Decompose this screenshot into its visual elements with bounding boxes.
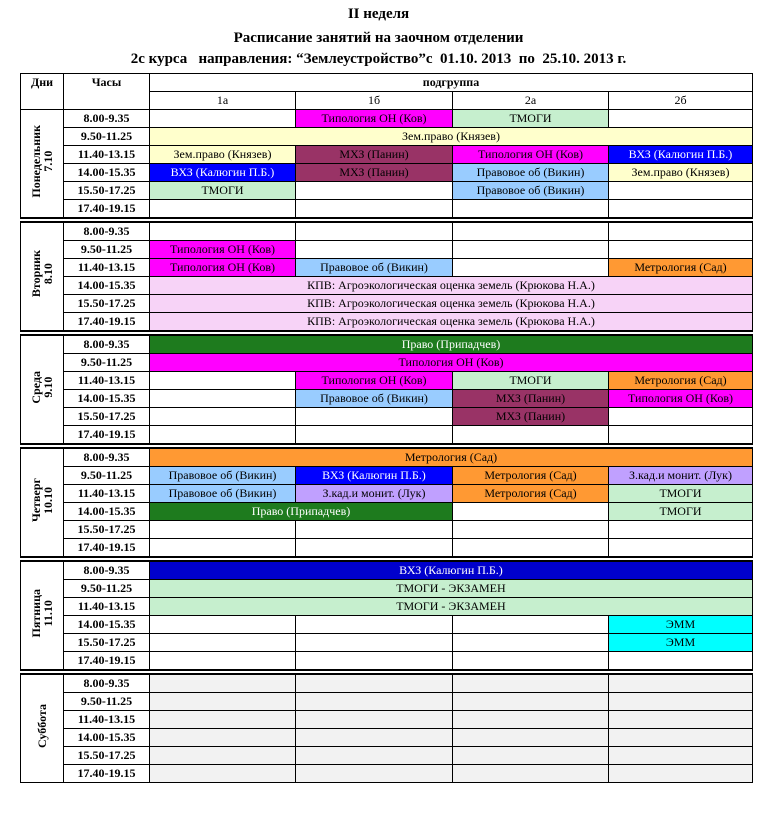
class-cell: Метрология (Сад) [609,259,753,277]
empty-cell [150,747,296,765]
group-header-1b: 1б [296,92,453,110]
empty-cell [150,634,296,652]
empty-cell [150,390,296,408]
header-row [21,74,753,92]
empty-cell [150,729,296,747]
empty-cell [609,521,753,539]
empty-cell [609,110,753,128]
time-cell: 9.50-11.25 [64,693,150,711]
hours-header: Часы [64,74,150,110]
empty-cell [296,200,453,219]
table-row [21,313,753,332]
class-cell: МХЗ (Панин) [453,408,609,426]
empty-cell [150,426,296,445]
empty-cell [296,222,453,241]
empty-cell [296,729,453,747]
day-label: Пятница 11.10 [29,588,55,638]
table-row [21,146,753,164]
empty-cell [296,408,453,426]
empty-cell [150,372,296,390]
schedule-title: Расписание занятий на заочном отделении [233,30,524,46]
time-cell: 11.40-13.15 [64,146,150,164]
time-cell: 14.00-15.35 [64,390,150,408]
empty-cell [453,200,609,219]
class-cell: Правовое об (Викин) [150,485,296,503]
time-cell: 8.00-9.35 [64,110,150,128]
class-cell: МХЗ (Панин) [296,164,453,182]
day-label: Понедельник 7.10 [29,124,55,198]
table-row [21,616,753,634]
empty-cell [150,616,296,634]
class-cell: Типология ОН (Ков) [150,241,296,259]
class-cell: Метрология (Сад) [609,372,753,390]
empty-cell [296,711,453,729]
class-cell: ЭММ [609,616,753,634]
time-cell: 8.00-9.35 [64,674,150,693]
empty-cell [150,110,296,128]
time-cell: 11.40-13.15 [64,372,150,390]
week-title: II неделя [347,6,410,22]
empty-cell [609,426,753,445]
table-row [21,222,753,241]
class-cell: Зем.право (Князев) [150,146,296,164]
empty-cell [453,426,609,445]
class-cell: Типология ОН (Ков) [296,110,453,128]
empty-cell [150,674,296,693]
day-cell [21,674,64,783]
class-cell: ТМОГИ [609,485,753,503]
class-cell: Метрология (Сад) [453,467,609,485]
empty-cell [609,652,753,671]
class-cell: ТМОГИ - ЭКЗАМЕН [150,580,753,598]
empty-cell [453,222,609,241]
empty-cell [609,200,753,219]
empty-cell [296,616,453,634]
empty-cell [453,521,609,539]
day-label: Вторник 8.10 [29,250,55,298]
empty-cell [453,616,609,634]
table-row [21,580,753,598]
table-row [21,390,753,408]
table-row [21,765,753,783]
course-direction-title: 2с курса направления: “Землеустройство”с 01.10. 2013 по 25.10. 2013 г. [130,51,627,67]
class-cell: Право (Припадчев) [150,503,453,521]
empty-cell [609,222,753,241]
table-row [21,128,753,146]
table-row [21,200,753,219]
class-cell: Право (Припадчев) [150,335,753,354]
class-cell: Типология ОН (Ков) [453,146,609,164]
class-cell: ВХЗ (Калюгин П.Б.) [150,164,296,182]
time-cell: 15.50-17.25 [64,634,150,652]
time-cell: 17.40-19.15 [64,200,150,219]
empty-cell [296,634,453,652]
day-label: Среда 9.10 [29,370,55,404]
class-cell: ВХЗ (Калюгин П.Б.) [296,467,453,485]
table-row [21,182,753,200]
empty-cell [296,652,453,671]
empty-cell [609,241,753,259]
schedule-body [21,74,753,783]
empty-cell [453,765,609,783]
table-row [21,521,753,539]
empty-cell [150,222,296,241]
table-row [21,277,753,295]
class-cell: Метрология (Сад) [453,485,609,503]
class-cell: ТМОГИ [150,182,296,200]
schedule-table [20,73,753,783]
time-cell: 14.00-15.35 [64,616,150,634]
empty-cell [453,634,609,652]
class-cell: КПВ: Агроэкологическая оценка земель (Крюкова Н.А.) [150,277,753,295]
table-row [21,448,753,467]
class-cell: ВХЗ (Калюгин П.Б.) [150,561,753,580]
class-cell: Зем.право (Князев) [150,128,753,146]
class-cell: Правовое об (Викин) [296,259,453,277]
empty-cell [150,200,296,219]
empty-cell [453,729,609,747]
time-cell: 15.50-17.25 [64,182,150,200]
empty-cell [150,652,296,671]
time-cell: 15.50-17.25 [64,408,150,426]
empty-cell [453,711,609,729]
table-row [21,164,753,182]
table-row [21,295,753,313]
table-row [21,747,753,765]
day-cell [21,448,64,557]
empty-cell [453,259,609,277]
day-label: Четверг 10.10 [29,478,55,522]
class-cell: Зем.право (Князев) [609,164,753,182]
table-row [21,729,753,747]
empty-cell [609,539,753,558]
empty-cell [453,693,609,711]
time-cell: 17.40-19.15 [64,765,150,783]
day-cell [21,561,64,670]
empty-cell [296,765,453,783]
time-cell: 9.50-11.25 [64,354,150,372]
table-row [21,485,753,503]
empty-cell [609,711,753,729]
time-cell: 8.00-9.35 [64,335,150,354]
time-cell: 9.50-11.25 [64,128,150,146]
empty-cell [150,521,296,539]
empty-cell [453,747,609,765]
time-cell: 17.40-19.15 [64,652,150,671]
day-cell [21,335,64,444]
time-cell: 17.40-19.15 [64,313,150,332]
time-cell: 11.40-13.15 [64,259,150,277]
day-cell [21,222,64,331]
empty-cell [296,693,453,711]
day-cell [21,110,64,219]
class-cell: КПВ: Агроэкологическая оценка земель (Крюкова Н.А.) [150,313,753,332]
group-header-2b: 2б [609,92,753,110]
time-cell: 8.00-9.35 [64,222,150,241]
table-row [21,598,753,616]
empty-cell [150,408,296,426]
empty-cell [296,182,453,200]
empty-cell [296,674,453,693]
empty-cell [296,426,453,445]
time-cell: 14.00-15.35 [64,729,150,747]
time-cell: 11.40-13.15 [64,598,150,616]
empty-cell [609,765,753,783]
group-header-2a: 2а [453,92,609,110]
time-cell: 14.00-15.35 [64,277,150,295]
table-row [21,335,753,354]
table-row [21,652,753,671]
class-cell: ТМОГИ [609,503,753,521]
group-header-1a: 1а [150,92,296,110]
time-cell: 17.40-19.15 [64,426,150,445]
time-cell: 14.00-15.35 [64,164,150,182]
class-cell: МХЗ (Панин) [296,146,453,164]
time-cell: 8.00-9.35 [64,448,150,467]
empty-cell [453,503,609,521]
empty-cell [150,765,296,783]
class-cell: З.кад.и монит. (Лук) [296,485,453,503]
class-cell: Правовое об (Викин) [453,182,609,200]
empty-cell [296,241,453,259]
days-header: Дни [21,74,64,110]
class-cell: Типология ОН (Ков) [150,354,753,372]
time-cell: 11.40-13.15 [64,485,150,503]
class-cell: ТМОГИ [453,372,609,390]
empty-cell [453,539,609,558]
empty-cell [609,747,753,765]
table-row [21,467,753,485]
empty-cell [609,182,753,200]
class-cell: КПВ: Агроэкологическая оценка земель (Крюкова Н.А.) [150,295,753,313]
time-cell: 11.40-13.15 [64,711,150,729]
time-cell: 15.50-17.25 [64,521,150,539]
empty-cell [609,729,753,747]
class-cell: Типология ОН (Ков) [296,372,453,390]
subgroup-header: подгруппа [150,74,753,92]
empty-cell [453,674,609,693]
time-cell: 9.50-11.25 [64,241,150,259]
empty-cell [609,674,753,693]
time-cell: 14.00-15.35 [64,503,150,521]
table-row [21,241,753,259]
table-row [21,634,753,652]
time-cell: 8.00-9.35 [64,561,150,580]
empty-cell [296,747,453,765]
table-row [21,408,753,426]
class-cell: МХЗ (Панин) [453,390,609,408]
empty-cell [609,408,753,426]
table-row [21,674,753,693]
time-cell: 15.50-17.25 [64,747,150,765]
class-cell: З.кад.и монит. (Лук) [609,467,753,485]
empty-cell [296,521,453,539]
time-cell: 9.50-11.25 [64,580,150,598]
table-row [21,503,753,521]
class-cell: Типология ОН (Ков) [609,390,753,408]
empty-cell [150,693,296,711]
empty-cell [609,693,753,711]
class-cell: Правовое об (Викин) [150,467,296,485]
day-label: Суббота [35,704,49,748]
table-row [21,693,753,711]
class-cell: Правовое об (Викин) [296,390,453,408]
class-cell: ЭММ [609,634,753,652]
class-cell: ТМОГИ [453,110,609,128]
empty-cell [150,539,296,558]
table-row [21,426,753,445]
table-row [21,354,753,372]
class-cell: ТМОГИ - ЭКЗАМЕН [150,598,753,616]
table-row [21,110,753,128]
table-row [21,372,753,390]
class-cell: Типология ОН (Ков) [150,259,296,277]
time-cell: 17.40-19.15 [64,539,150,558]
table-row [21,561,753,580]
class-cell: Правовое об (Викин) [453,164,609,182]
class-cell: ВХЗ (Калюгин П.Б.) [609,146,753,164]
class-cell: Метрология (Сад) [150,448,753,467]
empty-cell [453,652,609,671]
table-row [21,259,753,277]
time-cell: 15.50-17.25 [64,295,150,313]
empty-cell [150,711,296,729]
time-cell: 9.50-11.25 [64,467,150,485]
table-row [21,539,753,558]
empty-cell [453,241,609,259]
empty-cell [296,539,453,558]
table-row [21,711,753,729]
